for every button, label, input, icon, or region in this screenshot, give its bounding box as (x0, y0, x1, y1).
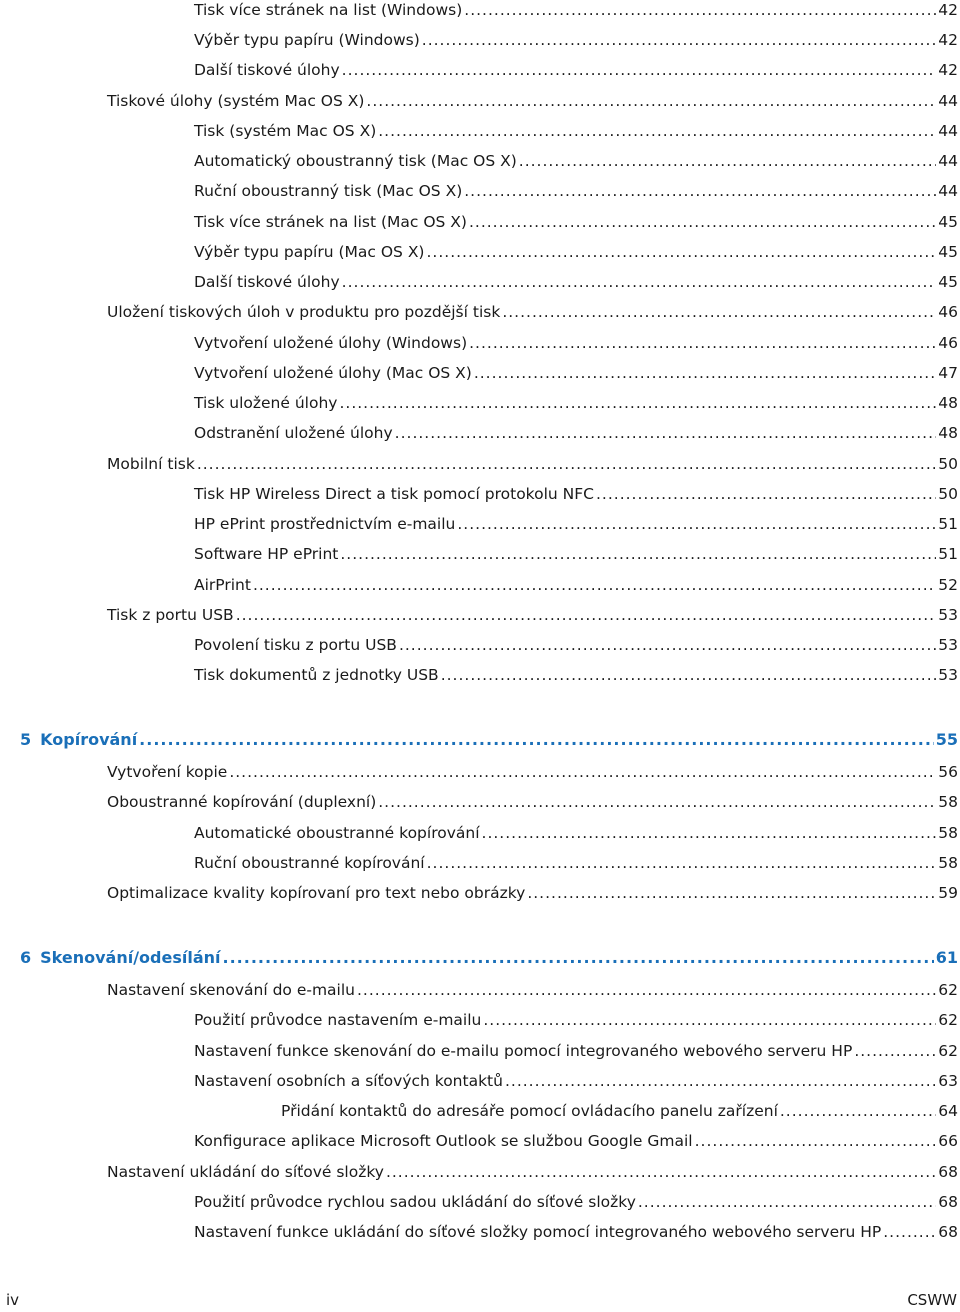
toc-entry[interactable]: Oboustranné kopírování (duplexní) ..... 58 (107, 790, 958, 814)
toc-entry[interactable]: Tisk dokumentů z jednotky USB ..... 53 (194, 663, 958, 687)
toc-entry[interactable]: AirPrint ..... 52 (194, 573, 958, 597)
toc-entry[interactable]: Tisk z portu USB ..... 53 (107, 603, 958, 627)
toc-entry[interactable]: Vytvoření uložené úlohy (Windows) ..... 46 (194, 331, 958, 355)
toc-entry[interactable]: HP ePrint prostřednictvím e-mailu ..... 51 (194, 512, 958, 536)
toc-entry[interactable]: Přidání kontaktů do adresáře pomocí ovládacího panelu zařízení ..... 64 (281, 1099, 958, 1123)
toc-entry[interactable]: Další tiskové úlohy ..... 42 (194, 58, 958, 82)
toc-entry[interactable]: Použití průvodce nastavením e-mailu ..... 62 (194, 1008, 958, 1032)
toc-entry[interactable]: Další tiskové úlohy ..... 45 (194, 270, 958, 294)
toc-entry[interactable]: Software HP ePrint ..... 51 (194, 542, 958, 566)
toc-entry[interactable]: Konfigurace aplikace Microsoft Outlook se službou Google Gmail ..... 66 (194, 1129, 958, 1153)
footer-label: CSWW (907, 1291, 957, 1309)
toc-entry[interactable]: Ruční oboustranný tisk (Mac OS X) ..... 44 (194, 179, 958, 203)
toc-entry[interactable]: Nastavení skenování do e-mailu ..... 62 (107, 978, 958, 1002)
toc-entry[interactable]: Automatický oboustranný tisk (Mac OS X) ..... 44 (194, 149, 958, 173)
toc-entry[interactable]: Nastavení funkce skenování do e-mailu pomocí integrovaného webového serveru HP ..... 62 (194, 1039, 958, 1063)
toc-entry[interactable]: Výběr typu papíru (Windows) ..... 42 (194, 28, 958, 52)
toc-entry[interactable]: Mobilní tisk ..... 50 (107, 452, 958, 476)
toc-entry[interactable]: Tiskové úlohy (systém Mac OS X) ..... 44 (107, 89, 958, 113)
toc-entry[interactable]: Nastavení osobních a síťových kontaktů ..... 63 (194, 1069, 958, 1093)
toc-chapter-5[interactable]: 5 Kopírování ..... 55 (20, 728, 958, 752)
toc-entry[interactable]: Povolení tisku z portu USB ..... 53 (194, 633, 958, 657)
toc-entry[interactable]: Tisk uložené úlohy ..... 48 (194, 391, 958, 415)
toc-entry[interactable]: Tisk HP Wireless Direct a tisk pomocí protokolu NFC ..... 50 (194, 482, 958, 506)
toc-entry[interactable]: Vytvoření uložené úlohy (Mac OS X) ..... 47 (194, 361, 958, 385)
toc-chapter-6[interactable]: 6 Skenování/odesílání ..... 61 (20, 946, 958, 970)
toc-entry[interactable]: Tisk (systém Mac OS X) ..... 44 (194, 119, 958, 143)
toc-entry[interactable]: Tisk více stránek na list (Windows) ..... 42 (194, 0, 958, 22)
toc-entry[interactable]: Vytvoření kopie ..... 56 (107, 760, 958, 784)
toc-entry[interactable]: Použití průvodce rychlou sadou ukládání do síťové složky ..... 68 (194, 1190, 958, 1214)
toc-entry[interactable]: Nastavení ukládání do síťové složky ..... 68 (107, 1160, 958, 1184)
toc-entry[interactable]: Optimalizace kvality kopírovaní pro text nebo obrázky ..... 59 (107, 881, 958, 905)
page-number: iv (6, 1291, 20, 1309)
toc-entry[interactable]: Ruční oboustranné kopírování ..... 58 (194, 851, 958, 875)
toc-entry[interactable]: Nastavení funkce ukládání do síťové složky pomocí integrovaného webového serveru HP ..... 68 (194, 1220, 958, 1244)
toc-entry[interactable]: Automatické oboustranné kopírování ..... 58 (194, 821, 958, 845)
toc-entry[interactable]: Odstranění uložené úlohy ..... 48 (194, 421, 958, 445)
toc-entry[interactable]: Výběr typu papíru (Mac OS X) ..... 45 (194, 240, 958, 264)
toc-entry[interactable]: Tisk více stránek na list (Mac OS X) ..... 45 (194, 210, 958, 234)
toc-entry[interactable]: Uložení tiskových úloh v produktu pro pozdější tisk ..... 46 (107, 300, 958, 324)
